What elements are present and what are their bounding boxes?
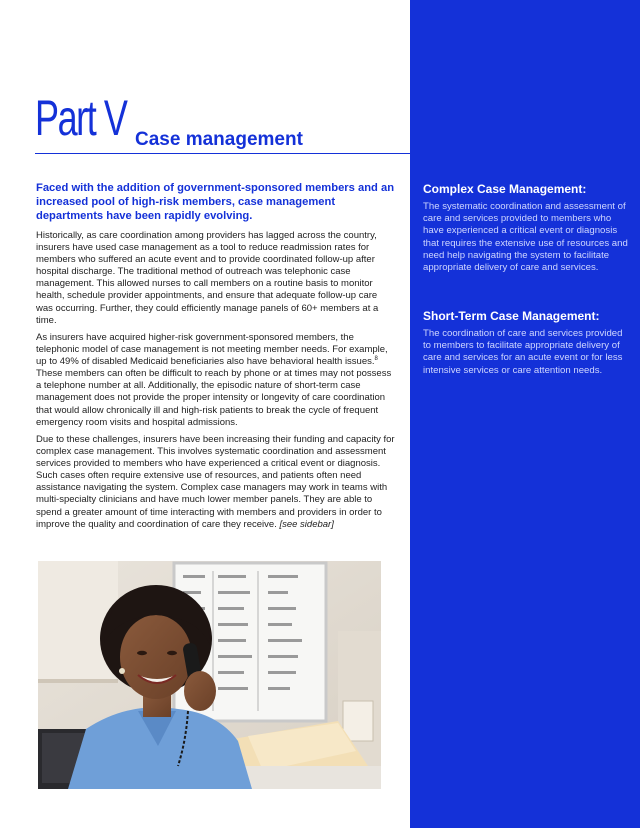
short-term-case-heading: Short-Term Case Management: <box>423 309 600 323</box>
paragraph-2-continued: These members can often be difficult to reach by phone or at times may not possess a telephone number at all. Additionally, the episodic nature of short-term case management does not provide the proper intensity or longevity of care coordination that would allow chronically ill and high-risk patients to break the cycle of frequent emergency room visits and hospital admissions. <box>36 368 392 428</box>
sidebar <box>410 0 640 828</box>
title-divider <box>35 153 603 154</box>
see-sidebar-reference: [see sidebar] <box>279 518 334 530</box>
lead-paragraph: Faced with the addition of government-sponsored members and an increased pool of high-risk members, case management departments have been rapidly evolving. <box>36 182 395 222</box>
complex-case-heading: Complex Case Management: <box>423 182 587 196</box>
footnote-reference: 8 <box>374 356 378 363</box>
short-term-case-text: The coordination of care and services provided to members to facilitate appropriate delivery of care and services for an acute event or for less intensive services or care attention needs. <box>423 328 623 376</box>
paragraph-2-text: As insurers have acquired higher-risk government-sponsored members, the telephonic model of case management is not meeting member needs. For example, up to 49% of disabled Medicaid beneficiaries also have behavioral health issues. <box>36 332 388 368</box>
body-paragraph-2 <box>36 332 396 429</box>
part-label: Part V <box>35 90 127 146</box>
body-paragraph-1: Historically, as care coordination among providers has lagged across the country, insurers have used case management as a tool to reduce readmission rates for members who suffered an acute event and to provide coordinated follow-up after hospital discharge. The traditional method of outreach was telephonic case management. This allowed nurses to call members on a routine basis to monitor health, schedule provider appointments, and ensure that adequate follow-up care was occurring. Further, they could efficiently manage panels of 60+ members at a time. <box>36 230 379 326</box>
section-title: Case management <box>135 129 303 150</box>
nurse-phone-photo <box>38 561 381 789</box>
body-paragraph-3 <box>36 434 396 531</box>
complex-case-text: The systematic coordination and assessment of care and services provided to members who have experienced a critical event or diagnosis that requires the extensive use of resources and need help navigating the system to facilitate appropriate delivery of care and services. <box>423 201 628 274</box>
paragraph-3-text: Due to these challenges, insurers have been increasing their funding and capacity for complex case management. This involves systematic coordination and assessment services provided to members who have experienced a critical event or diagnosis. Such cases often require extensive use of resources, and patients often need assistance navigating the system. Complex case managers may work in teams with multi-specialty clinicians and have much lower member panels. They are able to spend a greater amount of time interacting with members and providers in order to improve the quality and coordination of care they receive. <box>36 434 395 530</box>
